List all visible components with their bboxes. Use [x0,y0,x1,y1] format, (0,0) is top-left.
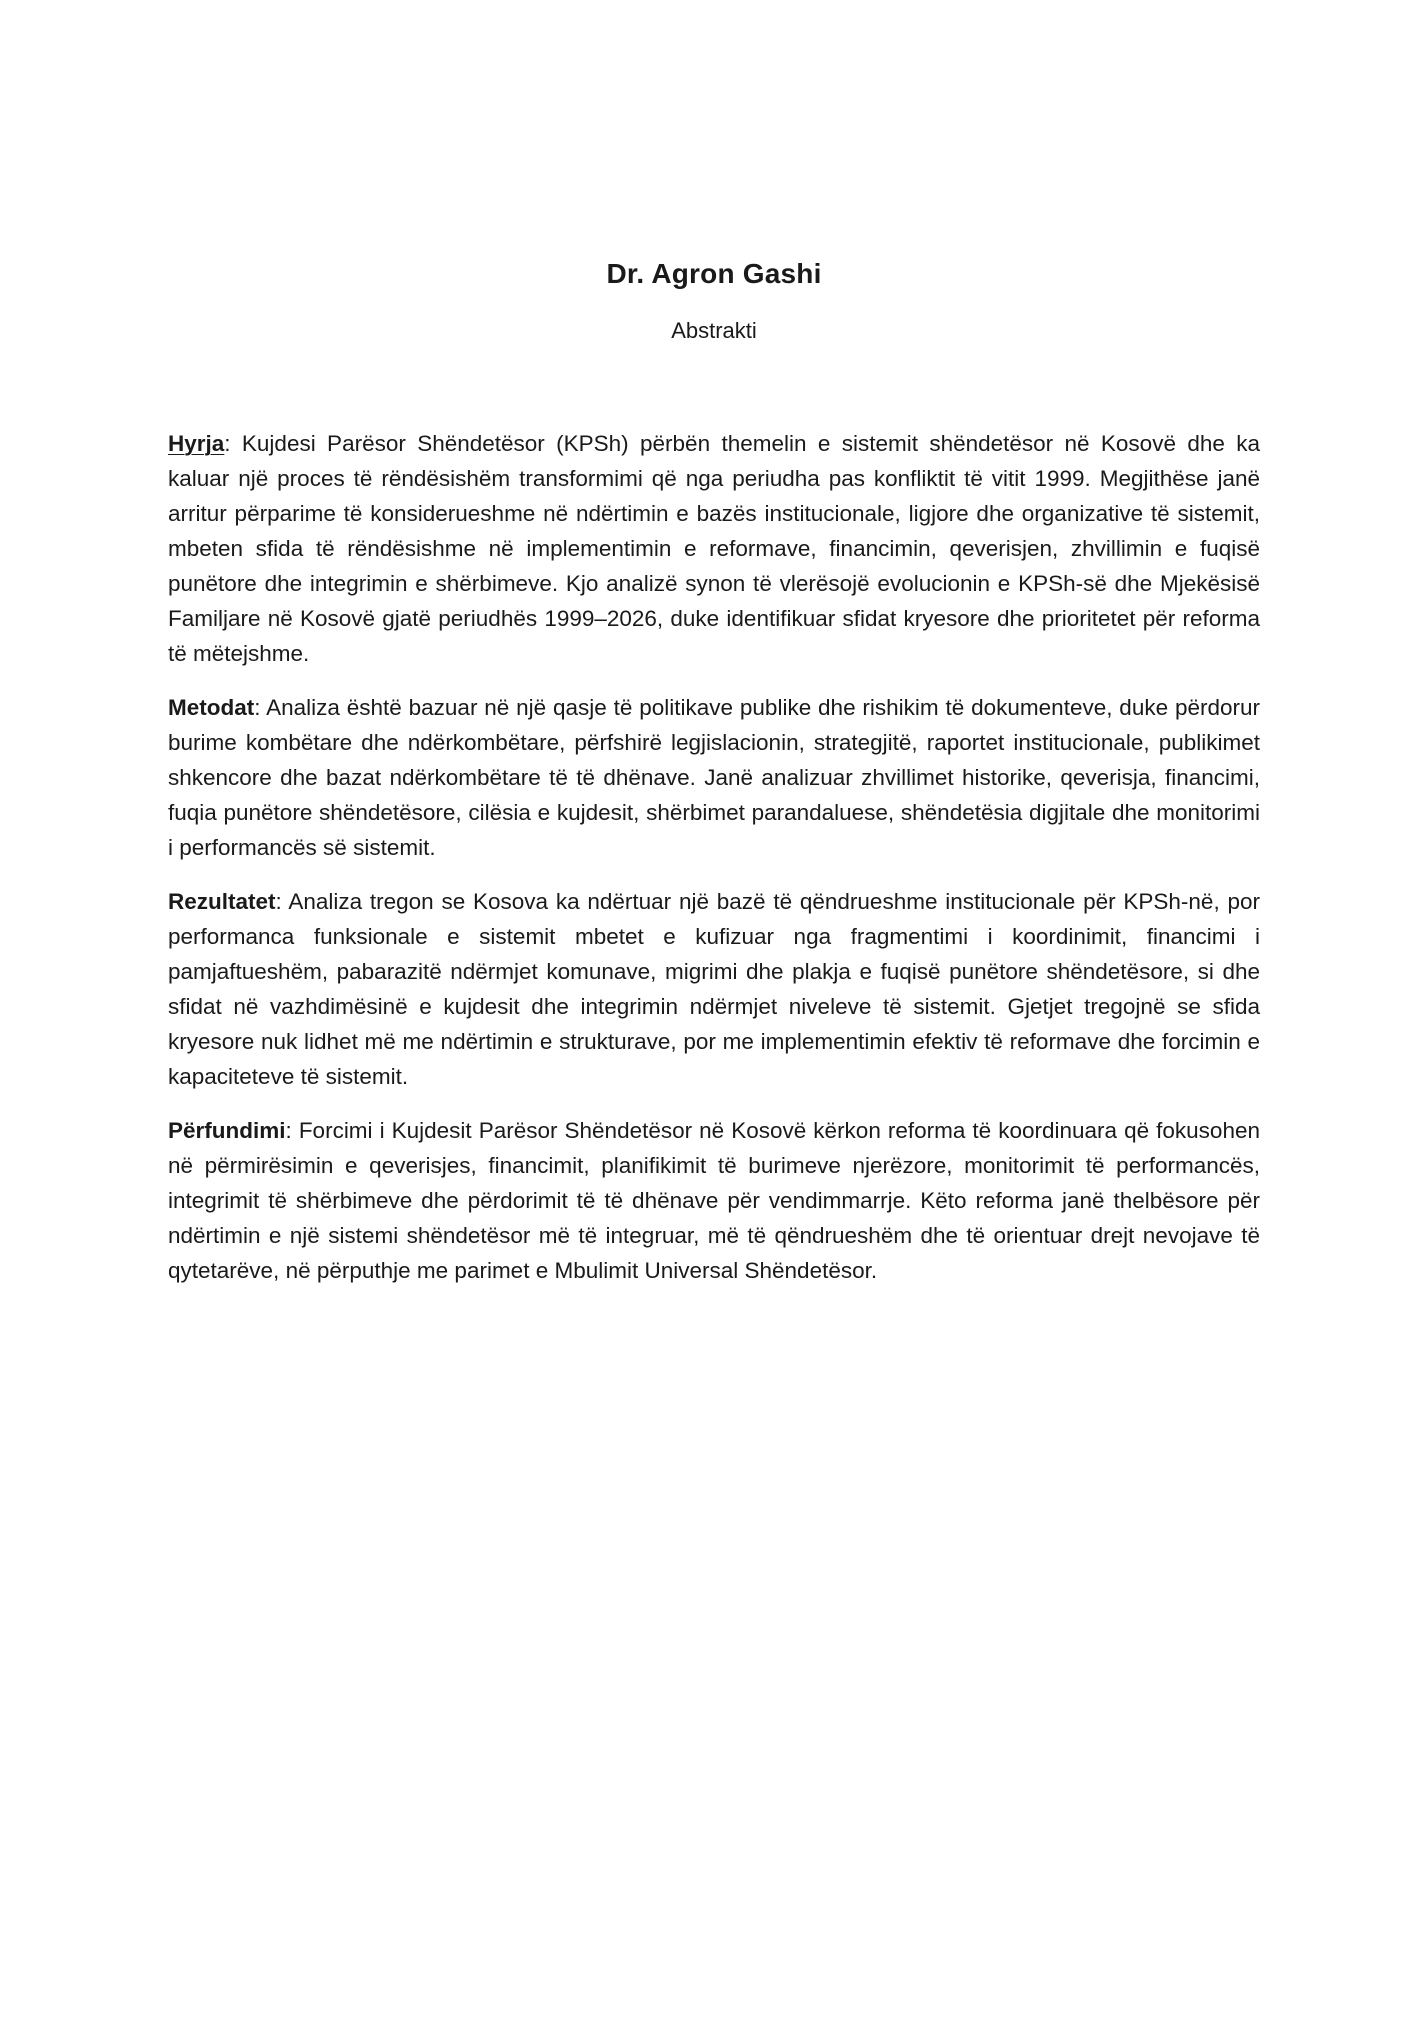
section-conclusion: Përfundimi: Forcimi i Kujdesit Parësor Shëndetësor në Kosovë kërkon reforma të koordinuara që fokusohen në përmirësimin e qeverisjes, financimit, planifikimit të burimeve njerëzore, monitorimit të performancës, integrimit të shërbimeve dhe përdorimit të të dhënave për vendimmarrje. Këto reforma janë thelbësore për ndërtimin e një sistemi shëndetësor më të integruar, më të qëndrueshëm dhe të orientuar drejt nevojave të qytetarëve, në përputhje me parimet e Mbulimit Universal Shëndetësor. [168,1118,1260,1283]
section-introduction: Hyrja: Kujdesi Parësor Shëndetësor (KPSh) përbën themelin e sistemit shëndetësor në Kosovë dhe ka kaluar një proces të rëndësishëm transformimi që nga periudha pas konfliktit të vitit 1999. Megjithëse janë arritur përparime të konsiderueshme në ndërtimin e bazës institucionale, ligjore dhe organizative të sistemit, mbeten sfida të rëndësishme në implementimin e reformave, financimin, qeverisjen, zhvillimin e fuqisë punëtore dhe integrimin e shërbimeve. Kjo analizë synon të vlerësojë evolucionin e KPSh-së dhe Mjekësisë Familjare në Kosovë gjatë periudhës 1999–2026, duke identifikuar sfidat kryesore dhe prioritetet për reforma të mëtejshme. [168,431,1260,666]
abstract-body [168,426,1260,1307]
section-label-results: Rezultatet [168,889,276,914]
section-text-methods: Analiza është bazuar në një qasje të politikave publike dhe rishikim të dokumenteve, duke përdorur burime kombëtare dhe ndërkombëtare, përfshirë legjislacionin, strategjitë, raportet institucionale, publikimet shkencore dhe bazat ndërkombëtare të të dhënave. Janë analizuar zhvillimet historike, qeverisja, financimi, fuqia punëtore shëndetësore, cilësia e kujdesit, shërbimet parandaluese, shëndetësia digjitale dhe monitorimi i performancës së sistemit. [168,695,1260,860]
author-name: Dr. Agron Gashi [606,258,822,289]
section-text-results: Analiza tregon se Kosova ka ndërtuar një bazë të qëndrueshme institucionale për KPSh-në, por performanca funksionale e sistemit mbetet e kufizuar nga fragmentimi i koordinimit, financimi i pamjaftueshëm, pabarazitë ndërmjet komunave, migrimi dhe plakja e fuqisë punëtore shëndetësore, si dhe sfidat në vazhdimësinë e kujdesit dhe integrimin ndërmjet niveleve të sistemit. Gjetjet tregojnë se sfida kryesore nuk lidhet më me ndërtimin e strukturave, por me implementimin efektiv të reformave dhe forcimin e kapaciteteve të sistemit. [168,889,1260,1089]
section-text-introduction: Kujdesi Parësor Shëndetësor (KPSh) përbën themelin e sistemit shëndetësor në Kosovë dhe ka kaluar një proces të rëndësishëm transformimi që nga periudha pas konfliktit të vitit 1999. Megjithëse janë arritur përparime të konsiderueshme në ndërtimin e bazës institucionale, ligjore dhe organizative të sistemit, mbeten sfida të rëndësishme në implementimin e reformave, financimin, qeverisjen, zhvillimin e fuqisë punëtore dhe integrimin e shërbimeve. Kjo analizë synon të vlerësojë evolucionin e KPSh-së dhe Mjekësisë Familjare në Kosovë gjatë periudhës 1999–2026, duke identifikuar sfidat kryesore dhe prioritetet për reforma të mëtejshme. [168,431,1260,666]
section-label-conclusion: Përfundimi [168,1118,286,1143]
section-label-introduction: Hyrja [168,431,225,456]
section-text-conclusion: Forcimi i Kujdesit Parësor Shëndetësor në Kosovë kërkon reforma të koordinuara që fokusohen në përmirësimin e qeverisjes, financimit, planifikimit të burimeve njerëzore, monitorimit të performancës, integrimit të shërbimeve dhe përdorimit të të dhënave për vendimmarrje. Këto reforma janë thelbësore për ndërtimin e një sistemi shëndetësor më të integruar, më të qëndrueshëm dhe të orientuar drejt nevojave të qytetarëve, në përputhje me parimet e Mbulimit Universal Shëndetësor. [168,1118,1260,1283]
section-results: Rezultatet: Analiza tregon se Kosova ka ndërtuar një bazë të qëndrueshme institucionale për KPSh-në, por performanca funksionale e sistemit mbetet e kufizuar nga fragmentimi i koordinimit, financimi i pamjaftueshëm, pabarazitë ndërmjet komunave, migrimi dhe plakja e fuqisë punëtore shëndetësore, si dhe sfidat në vazhdimësinë e kujdesit dhe integrimin ndërmjet niveleve të sistemit. Gjetjet tregojnë se sfida kryesore nuk lidhet më me ndërtimin e strukturave, por me implementimin efektiv të reformave dhe forcimin e kapaciteteve të sistemit. [168,889,1260,1089]
abstract-heading: Abstrakti [671,318,757,343]
section-methods: Metodat: Analiza është bazuar në një qasje të politikave publike dhe rishikim të dokumenteve, duke përdorur burime kombëtare dhe ndërkombëtare, përfshirë legjislacionin, strategjitë, raportet institucionale, publikimet shkencore dhe bazat ndërkombëtare të të dhënave. Janë analizuar zhvillimet historike, qeverisja, financimi, fuqia punëtore shëndetësore, cilësia e kujdesit, shërbimet parandaluese, shëndetësia digjitale dhe monitorimi i performancës së sistemit. [168,695,1260,860]
section-label-methods: Metodat [168,695,255,720]
